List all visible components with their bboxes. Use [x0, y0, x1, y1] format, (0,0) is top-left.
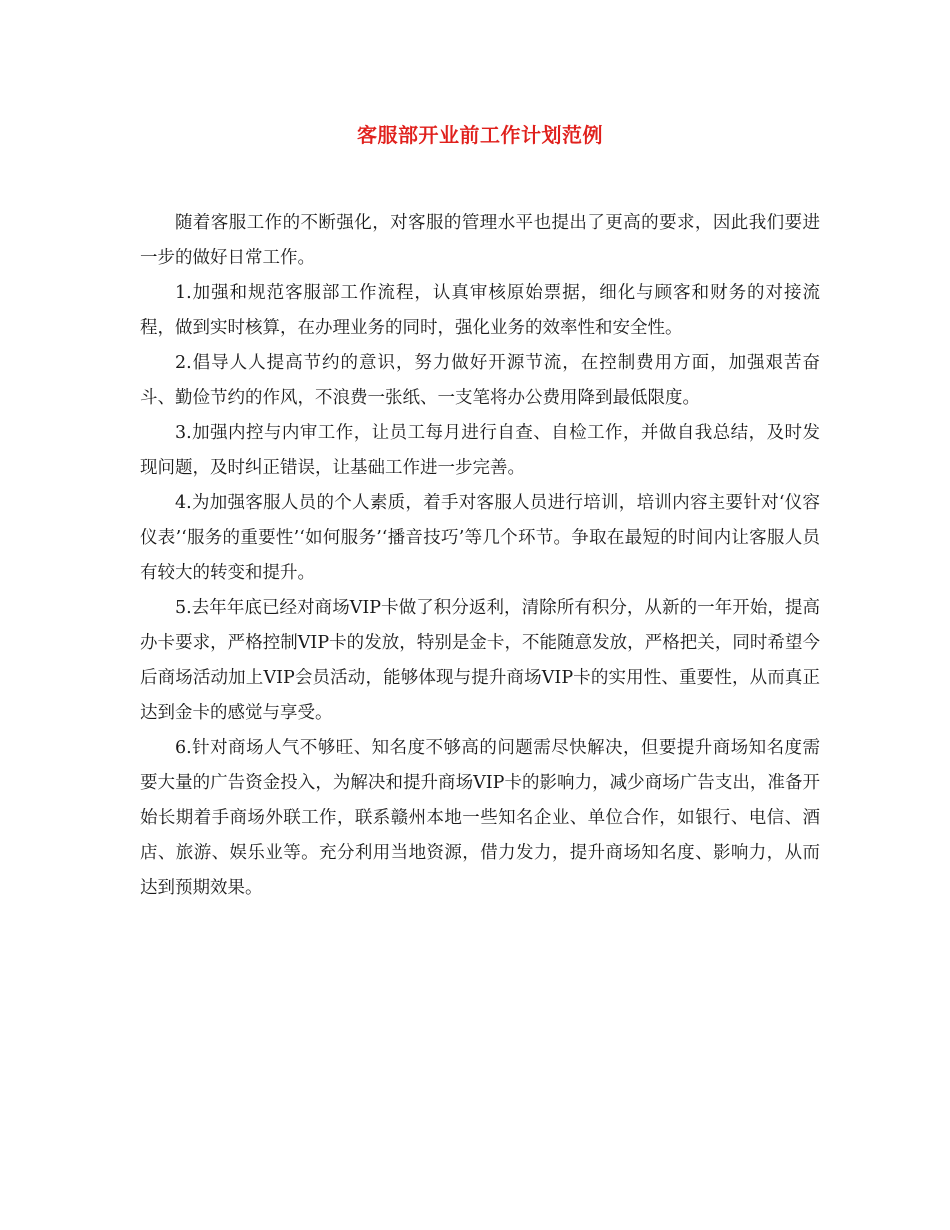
list-item: 6.针对商场人气不够旺、知名度不够高的问题需尽快解决，但要提升商场知名度需要大量的广告资金投入，为解决和提升商场VIP卡的影响力，减少商场广告支出，准备开始长期着手商场外联工作，联系赣州本地一些知名企业、单位合作，如银行、电信、酒店、旅游、娱乐业等。充分利用当地资源，借力发力，提升商场知名度、影响力，从而达到预期效果。	[140, 738, 820, 898]
list-item: 2.倡导人人提高节约的意识，努力做好开源节流，在控制费用方面，加强艰苦奋斗、勤俭节约的作风，不浪费一张纸、一支笔将办公费用降到最低限度。	[140, 353, 820, 408]
document-page	[140, 118, 820, 906]
document-title: 客服部开业前工作计划范例	[357, 123, 603, 147]
list-item: 1.加强和规范客服部工作流程，认真审核原始票据，细化与顾客和财务的对接流程，做到实时核算，在办理业务的同时，强化业务的效率性和安全性。	[140, 283, 820, 338]
list-item: 5.去年年底已经对商场VIP卡做了积分返利，清除所有积分，从新的一年开始，提高办卡要求，严格控制VIP卡的发放，特别是金卡，不能随意发放，严格把关，同时希望今后商场活动加上VIP会员活动，能够体现与提升商场VIP卡的实用性、重要性，从而真正达到金卡的感觉与享受。	[140, 598, 820, 723]
list-item: 3.加强内控与内审工作，让员工每月进行自查、自检工作，并做自我总结，及时发现问题，及时纠正错误，让基础工作进一步完善。	[140, 423, 820, 478]
list-item: 4.为加强客服人员的个人素质，着手对客服人员进行培训，培训内容主要针对‘仪容仪表’‘服务的重要性’‘如何服务’‘播音技巧’等几个环节。争取在最短的时间内让客服人员有较大的转变和提升。	[140, 493, 820, 583]
intro-paragraph: 随着客服工作的不断强化，对客服的管理水平也提出了更高的要求，因此我们要进一步的做好日常工作。	[140, 213, 820, 268]
